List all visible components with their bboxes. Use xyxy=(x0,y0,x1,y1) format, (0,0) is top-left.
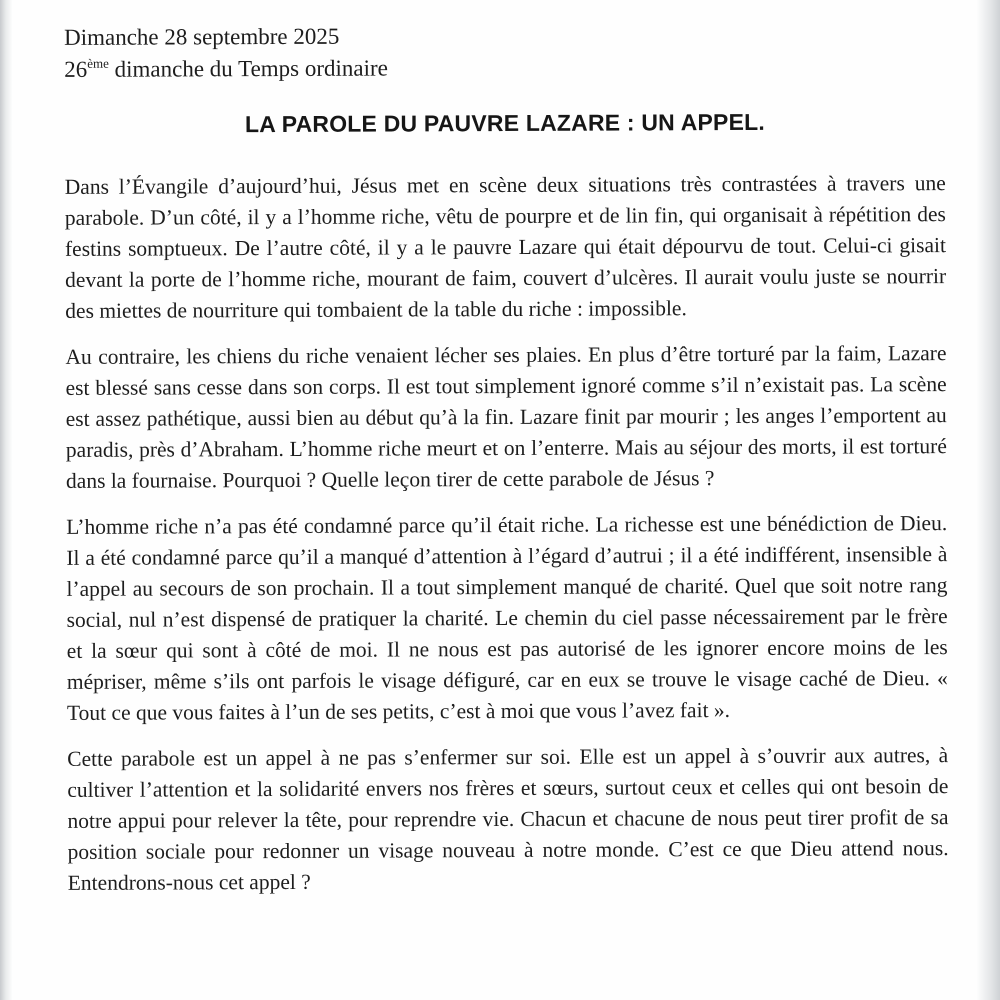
header-date-line: Dimanche 28 septembre 2025 xyxy=(64,23,340,50)
paragraph-1: Dans l’Évangile d’aujourd’hui, Jésus met en scène deux situations très contrastées à travers une parabole. D’un côté, il y a l’homme riche, vêtu de pourpre et de lin fin, qui organisait à répétition des festins somptueux. De l’autre côté, il y a le pauvre Lazare qui était dépourvu de tout. Celui-ci gisait devant la porte de l’homme riche, mourant de faim, couvert d’ulcères. Il aurait voulu juste se nourrir des miettes de nourriture qui tombaient de la table du riche : impossible. xyxy=(64,171,947,323)
subtitle-number: 26 xyxy=(64,56,88,82)
page-title: LA PAROLE DU PAUVRE LAZARE : UN APPEL. xyxy=(244,108,766,138)
page-content xyxy=(64,18,949,899)
page-right-edge-shadow xyxy=(976,0,1000,1000)
paragraph-3: L’homme riche n’a pas été condamné parce qu’il était riche. La richesse est une bénédiction de Dieu. Il a été condamné parce qu’il a manqué d’attention à l’égard d’autrui ; il a été indifférent, insensible à l’appel au secours de son prochain. Il a tout simplement manqué de charité. Quel que soit notre rang social, nul n’est dispensé de pratiquer la charité. Le chemin du ciel passe nécessairement par le frère et la sœur qui sont à côté de moi. Il ne nous est pas autorisé de les ignorer encore moins de les mépriser, même s’ils ont parfois le visage défiguré, car en eux se trouve le visage caché de Dieu. « Tout ce que vous faites à l’un de ses petits, c’est à moi que vous l’avez fait ». xyxy=(66,511,948,725)
document-header xyxy=(64,18,945,86)
header-subtitle-line xyxy=(64,50,945,86)
paragraph-4: Cette parabole est un appel à ne pas s’enfermer sur soi. Elle est un appel à s’ouvrir aux autres, à cultiver l’attention et la solidarité envers nos frères et sœurs, surtout ceux et celles qui ont besoin de notre appui pour relever la tête, pour reprendre vie. Chacun et chacune de nous peut tirer profit de sa position sociale pour redonner un visage nouveau à notre monde. C’est ce que Dieu attend nous. Entendrons-nous cet appel ? xyxy=(67,743,949,895)
subtitle-ordinal-suffix: ème xyxy=(87,55,109,71)
paragraph-2: Au contraire, les chiens du riche venaient lécher ses plaies. En plus d’être torturé par la faim, Lazare est blessé sans cesse dans son corps. Il est tout simplement ignoré comme s’il n’existait pas. La scène est assez pathétique, aussi bien au début qu’à la fin. Lazare finit par mourir ; les anges l’emportent au paradis, près d’Abraham. L’homme riche meurt et on l’enterre. Mais au séjour des morts, il est torturé dans la fournaise. Pourquoi ? Quelle leçon tirer de cette parabole de Jésus ? xyxy=(65,341,947,493)
document-body xyxy=(65,168,949,899)
subtitle-text: dimanche du Temps ordinaire xyxy=(108,55,388,82)
page-left-edge-shadow xyxy=(0,0,13,1000)
